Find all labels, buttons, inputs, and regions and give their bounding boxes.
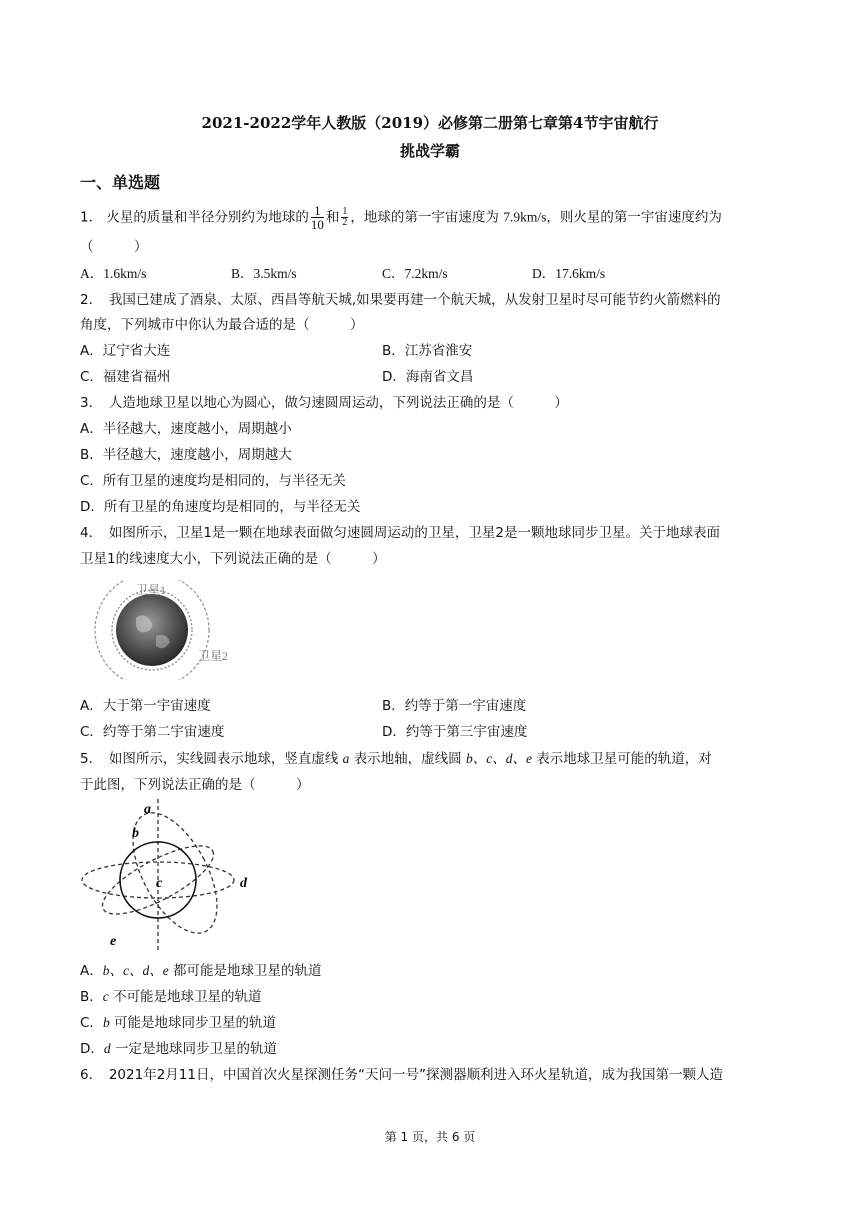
q2-option-b: B．江苏省淮安 — [382, 343, 473, 359]
earth-orbits-figure — [80, 795, 260, 955]
satellite-2-label: 卫星2 — [198, 649, 229, 663]
question-number: 1． — [80, 209, 103, 226]
document-subtitle: 挑战学霸 — [399, 142, 460, 160]
q5-option-b — [80, 988, 262, 1006]
question-text: 5． 如图所示，实线圆表示地球，竖直虚线 — [80, 751, 339, 767]
question-text: ，则火星的第一宇宙速度约为 — [546, 209, 722, 226]
question-5-line1 — [80, 750, 712, 768]
label-e: e — [110, 934, 117, 949]
q1-option-c: C．7.2km/s — [382, 266, 448, 281]
q5-option-d — [80, 1040, 277, 1058]
question-text: 火星的质量和半径分别约为地球的 — [106, 209, 309, 226]
option-text: 不可能是地球卫星的轨道 — [113, 989, 262, 1005]
q5-option-c — [80, 1014, 276, 1032]
question-2-line1: 2． 我国已建成了酒泉、太原、西昌等航天城,如果要再建一个航天城，从发射卫星时尽可能节约火箭燃料的 — [80, 292, 721, 308]
q2-option-a: A．辽宁省大连 — [80, 343, 171, 359]
option-variable: d — [103, 1041, 111, 1056]
q4-option-c: C．约等于第二宇宙速度 — [80, 724, 225, 740]
satellite-1-label: 卫星1 — [136, 583, 167, 597]
option-text: 一定是地球同步卫星的轨道 — [114, 1041, 277, 1057]
question-3: 3． 人造地球卫星以地心为圆心，做匀速圆周运动，下列说法正确的是（ ） — [80, 395, 568, 411]
q1-option-d: D．17.6km/s — [532, 266, 606, 281]
question-6-line1: 6． 2021年2月11日，中国首次火星探测任务“天问一号”探测器顺利进入环火星轨道，成为我国第一颗人造 — [80, 1067, 723, 1083]
fraction-denominator: 10 — [310, 217, 324, 232]
option-letter: C． — [80, 1015, 103, 1031]
q3-option-c: C．所有卫星的速度均是相同的，与半径无关 — [80, 473, 346, 489]
q4-option-d: D．约等于第三宇宙速度 — [382, 724, 528, 740]
earth-icon — [116, 594, 188, 666]
question-4-line2: 卫星1的线速度大小，下列说法正确的是（ ） — [80, 551, 386, 567]
page-footer: 第 1 页，共 6 页 — [384, 1130, 476, 1144]
q3-option-b: B．半径越大，速度越小，周期越大 — [80, 447, 292, 463]
speed-value: 7.9km/s — [503, 209, 547, 225]
question-5-line2: 于此图，下列说法正确的是（ ） — [80, 777, 310, 793]
option-variable: c — [102, 989, 109, 1004]
document-title: 2021-2022学年人教版（2019）必修第二册第七章第4节宇宙航行 — [201, 114, 659, 132]
fraction-numerator: 1 — [311, 204, 324, 218]
question-text: ，地球的第一宇宙速度为 — [350, 209, 499, 226]
q3-option-a: A．半径越大，速度越小，周期越小 — [80, 421, 292, 437]
satellite-orbit-figure — [88, 580, 248, 680]
q1-option-a: A．1.6km/s — [80, 266, 147, 281]
q1-option-b: B．3.5km/s — [231, 266, 297, 281]
question-4-line1: 4． 如图所示，卫星1是一颗在地球表面做匀速圆周运动的卫星，卫星2是一颗地球同步卫星。关于地球表面 — [80, 525, 721, 541]
question-text: 和 — [325, 209, 340, 226]
q4-option-a: A．大于第一宇宙速度 — [80, 698, 211, 714]
label-a: a — [144, 802, 151, 817]
q2-option-d: D．海南省文昌 — [382, 369, 474, 385]
option-letter: A． — [80, 963, 103, 979]
q5-option-a — [80, 962, 322, 980]
label-d: d — [240, 876, 247, 891]
option-variable: b — [102, 1015, 110, 1030]
question-2-line2: 角度，下列城市中你认为最合适的是（ ） — [80, 317, 364, 333]
q4-option-b: B．约等于第一宇宙速度 — [382, 698, 527, 714]
orbit-variables: b、c、d、e — [465, 751, 532, 766]
fraction-numerator: 1 — [342, 206, 348, 217]
fraction-one-tenth — [311, 204, 324, 231]
label-b: b — [132, 826, 139, 841]
question-text: 表示地球卫星可能的轨道，对 — [536, 751, 712, 767]
question-1 — [80, 204, 722, 231]
option-variable: b、c、d、e — [102, 963, 169, 978]
q3-option-d: D．所有卫星的角速度均是相同的，与半径无关 — [80, 499, 361, 515]
axis-variable: a — [342, 751, 350, 766]
question-text: 表示地轴，虚线圆 — [353, 751, 462, 767]
orbit-b — [116, 800, 234, 947]
section-heading: 一、单选题 — [80, 173, 161, 192]
answer-paren: （ ） — [80, 239, 148, 255]
fraction-one-half — [341, 207, 348, 228]
option-text: 可能是地球同步卫星的轨道 — [113, 1015, 276, 1031]
q2-option-c: C．福建省福州 — [80, 369, 171, 385]
option-letter: B． — [80, 989, 103, 1005]
label-c: c — [156, 876, 163, 891]
option-letter: D． — [80, 1041, 104, 1057]
option-text: 都可能是地球卫星的轨道 — [173, 963, 322, 979]
fraction-denominator: 2 — [342, 217, 348, 228]
